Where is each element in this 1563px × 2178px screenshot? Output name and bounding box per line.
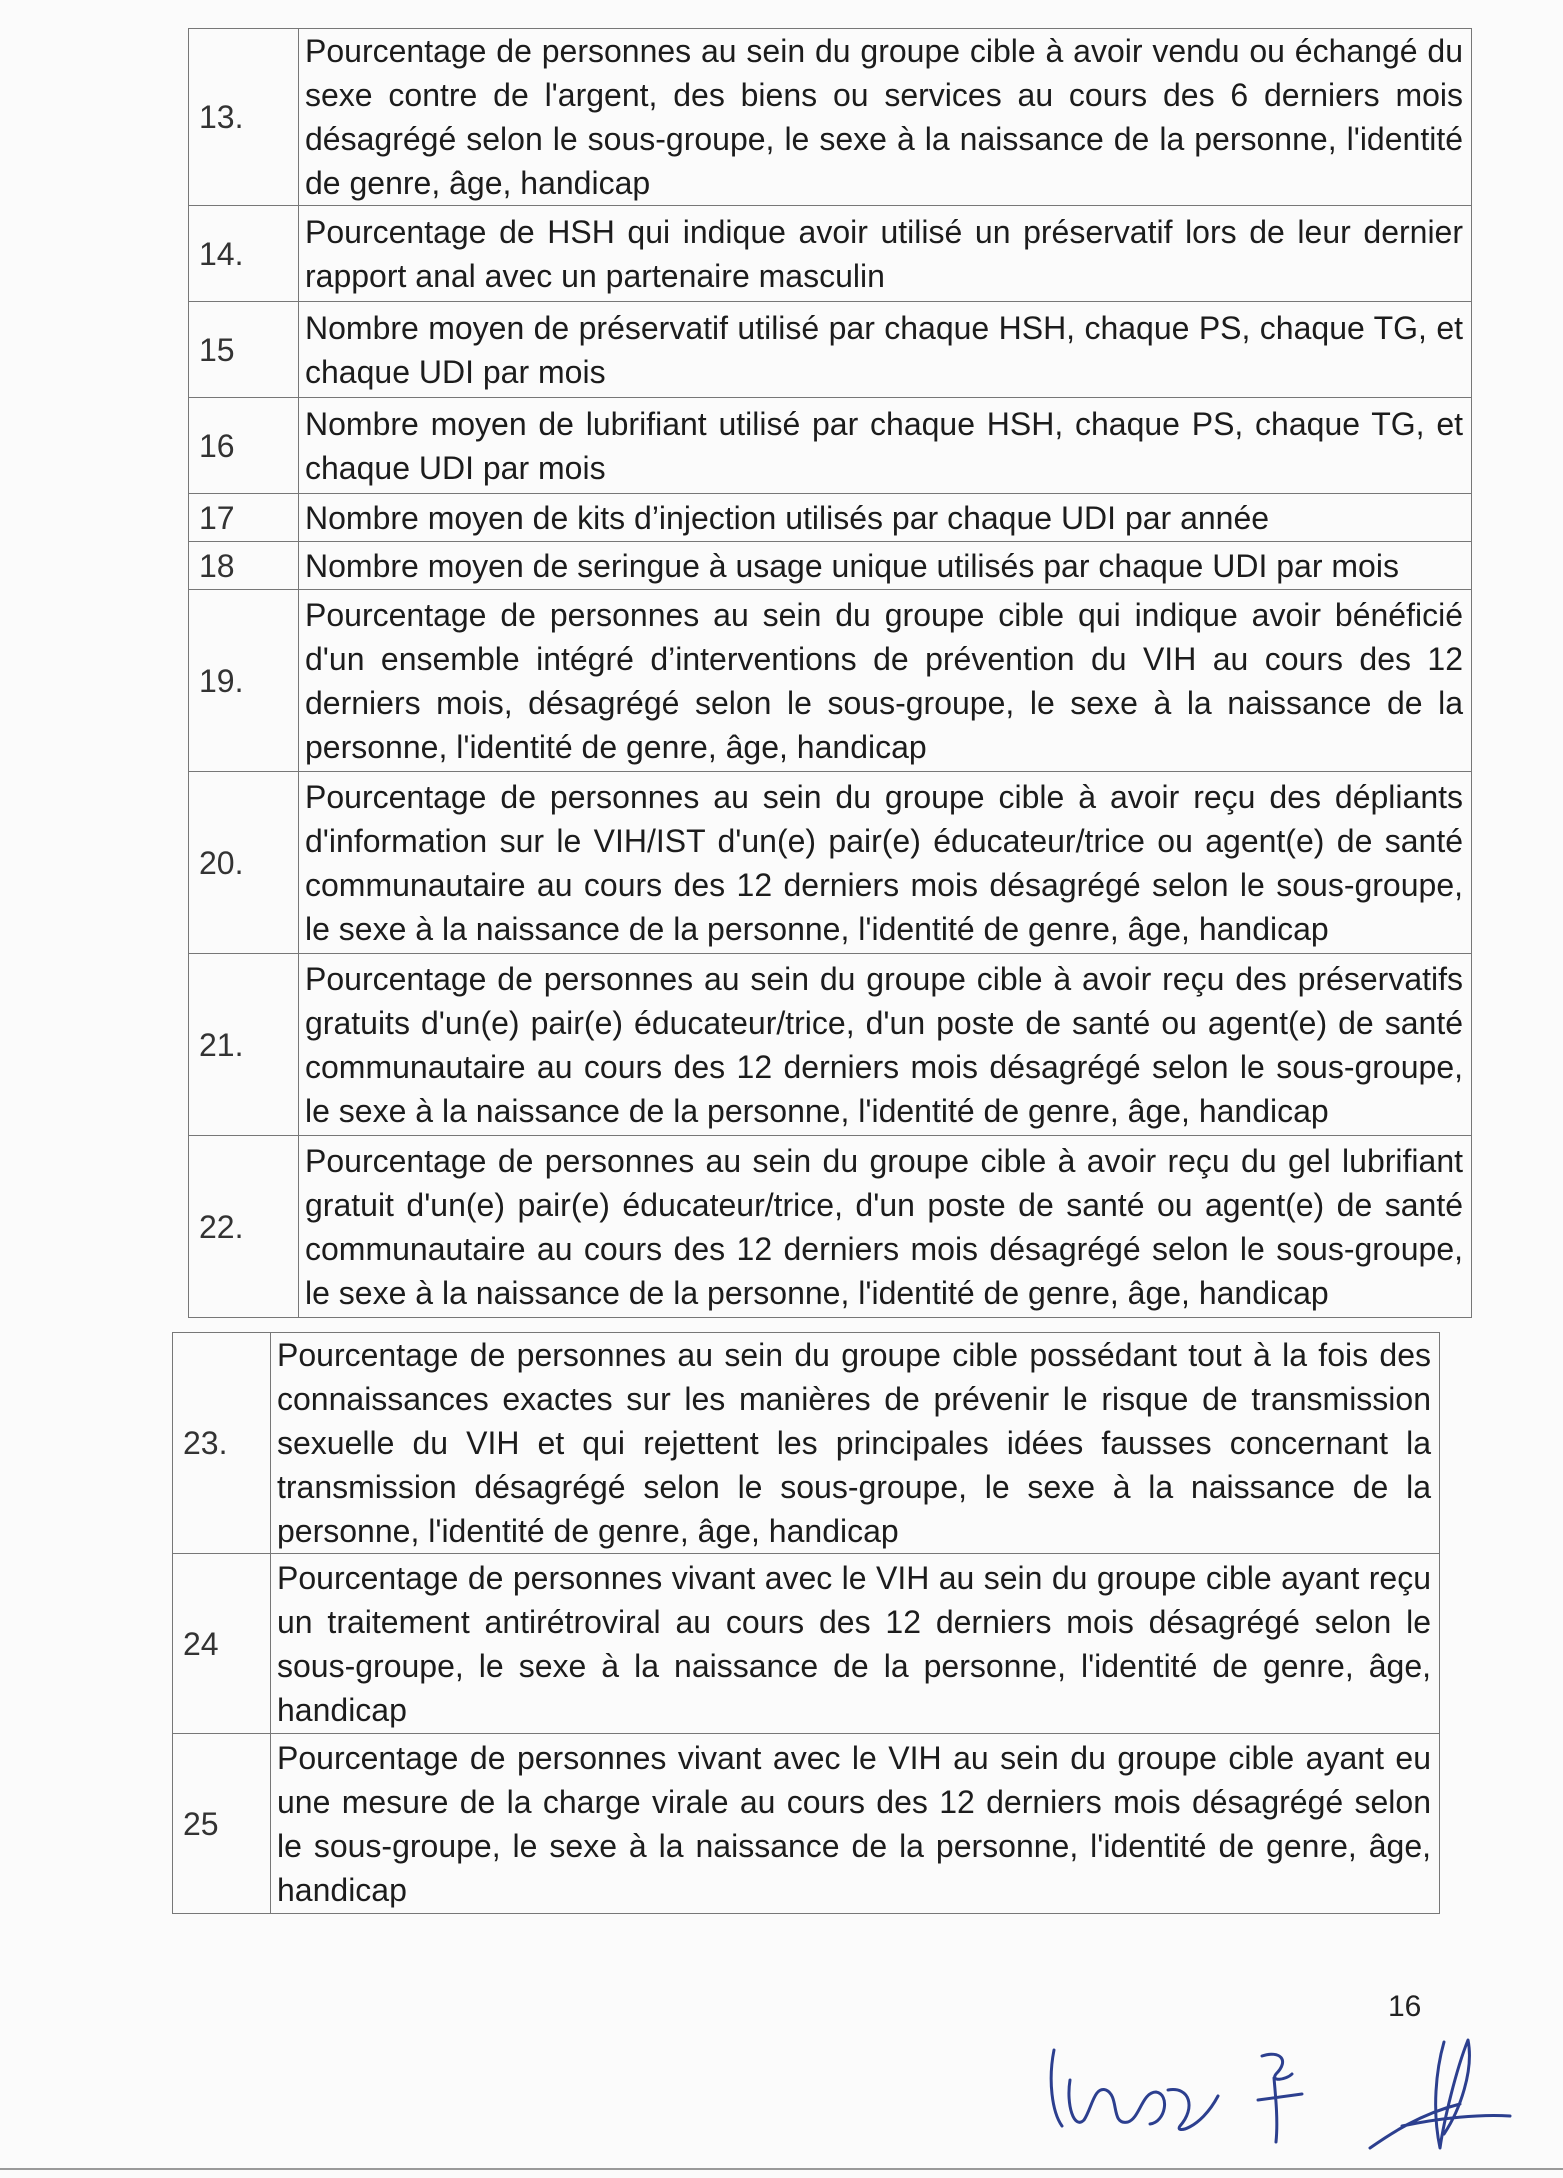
indicator-table-body-1 <box>189 29 1472 1318</box>
row-number: 16 <box>189 398 299 494</box>
row-number: 18 <box>189 542 299 590</box>
row-number: 15 <box>189 302 299 398</box>
indicator-description: Pourcentage de personnes au sein du groupe cible à avoir reçu des dépliants d'information sur le VIH/IST d'un(e) pair(e) éducateur/trice ou agent(e) de santé communautaire au cours des 12 derniers mois désagrégé selon le sous-groupe, le sexe à la naissance de la personne, l'identité de genre, âge, handicap <box>299 772 1472 954</box>
signature-1 <box>1051 2050 1218 2130</box>
row-number: 25 <box>173 1734 271 1914</box>
indicator-description: Pourcentage de personnes au sein du groupe cible à avoir reçu des préservatifs gratuits d'un(e) pair(e) éducateur/trice, d'un poste de santé ou agent(e) de santé communautaire au cours des 12 derniers mois désagrégé selon le sous-groupe, le sexe à la naissance de la personne, l'identité de genre, âge, handicap <box>299 954 1472 1136</box>
row-number: 23. <box>173 1333 271 1554</box>
row-number: 19. <box>189 590 299 772</box>
indicator-table-body-2 <box>173 1333 1440 1914</box>
indicator-description: Pourcentage de personnes vivant avec le VIH au sein du groupe cible ayant eu une mesure de la charge virale au cours des 12 derniers mois désagrégé selon le sous-groupe, le sexe à la naissance de la personne, l'identité de genre, âge, handicap <box>271 1734 1440 1914</box>
page-number: 16 <box>1388 1990 1422 2023</box>
table-row <box>189 398 1472 494</box>
row-number: 24 <box>173 1554 271 1734</box>
indicator-table-part-2 <box>172 1332 1440 1914</box>
table-row <box>189 590 1472 772</box>
row-number: 14. <box>189 206 299 302</box>
indicator-description: Pourcentage de personnes au sein du groupe cible à avoir reçu du gel lubrifiant gratuit d'un(e) pair(e) éducateur/trice, d'un poste de santé ou agent(e) de santé communautaire au cours des 12 derniers mois désagrégé selon le sous-groupe, le sexe à la naissance de la personne, l'identité de genre, âge, handicap <box>299 1136 1472 1318</box>
table-row <box>189 954 1472 1136</box>
indicator-description: Pourcentage de HSH qui indique avoir utilisé un préservatif lors de leur dernier rapport anal avec un partenaire masculin <box>299 206 1472 302</box>
table-row <box>189 29 1472 206</box>
indicator-description: Pourcentage de personnes vivant avec le VIH au sein du groupe cible ayant reçu un traitement antirétroviral au cours des 12 derniers mois désagrégé selon le sous-groupe, le sexe à la naissance de la personne, l'identité de genre, âge, handicap <box>271 1554 1440 1734</box>
table-row <box>173 1333 1440 1554</box>
table-row <box>189 494 1472 542</box>
indicator-description: Pourcentage de personnes au sein du groupe cible à avoir vendu ou échangé du sexe contre de l'argent, des biens ou services au cours des 6 derniers mois désagrégé selon le sous-groupe, le sexe à la naissance de la personne, l'identité de genre, âge, handicap <box>299 29 1472 206</box>
signature-2 <box>1258 2054 1302 2142</box>
table-row <box>189 302 1472 398</box>
row-number: 20. <box>189 772 299 954</box>
indicator-description: Nombre moyen de kits d’injection utilisés par chaque UDI par année <box>299 494 1472 542</box>
row-number: 22. <box>189 1136 299 1318</box>
indicator-description: Nombre moyen de préservatif utilisé par chaque HSH, chaque PS, chaque TG, et chaque UDI par mois <box>299 302 1472 398</box>
table-row <box>189 772 1472 954</box>
page-bottom-edge <box>0 2168 1563 2170</box>
indicator-description: Pourcentage de personnes au sein du groupe cible qui indique avoir bénéficié d'un ensemble intégré d’interventions de prévention du VIH au cours des 12 derniers mois, désagrégé selon le sous-groupe, le sexe à la naissance de la personne, l'identité de genre, âge, handicap <box>299 590 1472 772</box>
indicator-description: Pourcentage de personnes au sein du groupe cible possédant tout à la fois des connaissances exactes sur les manières de prévenir le risque de transmission sexuelle du VIH et qui rejettent les principales idées fausses concernant la transmission désagrégé selon le sous-groupe, le sexe à la naissance de la personne, l'identité de genre, âge, handicap <box>271 1333 1440 1554</box>
table-row <box>189 542 1472 590</box>
table-row <box>189 1136 1472 1318</box>
indicator-description: Nombre moyen de lubrifiant utilisé par chaque HSH, chaque PS, chaque TG, et chaque UDI par mois <box>299 398 1472 494</box>
row-number: 17 <box>189 494 299 542</box>
row-number: 13. <box>189 29 299 206</box>
indicator-table-part-1 <box>188 28 1472 1318</box>
table-row <box>173 1734 1440 1914</box>
table-row <box>189 206 1472 302</box>
handwritten-signatures <box>1040 2030 1540 2160</box>
table-row <box>173 1554 1440 1734</box>
signature-3 <box>1370 2040 1510 2148</box>
indicator-description: Nombre moyen de seringue à usage unique utilisés par chaque UDI par mois <box>299 542 1472 590</box>
row-number: 21. <box>189 954 299 1136</box>
